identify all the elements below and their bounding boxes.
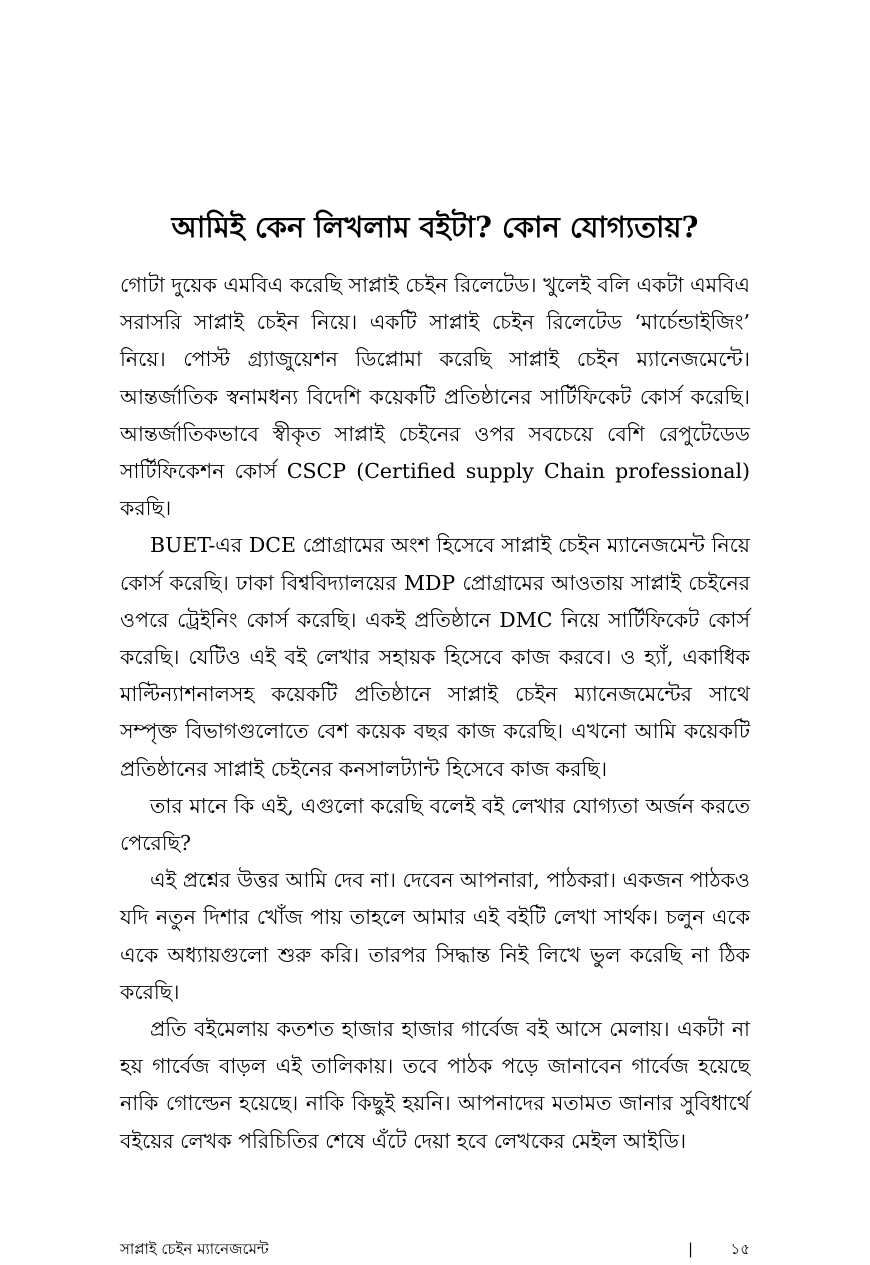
page-body [120, 267, 750, 1160]
paragraph-5: প্রতি বইমেলায় কতশত হাজার হাজার গার্বেজ বই আসে মেলায়। একটা না হয় গার্বেজ বাড়ল এই তালিকায়। তবে পাঠক পড়ে জানাবেন গার্বেজ হয়েছে নাকি গোল্ডেন হয়েছে। নাকি কিছুই হয়নি। আপনাদের মতামত জানার সুবিধার্থে বইয়ের লেখক পরিচিতির শেষে এঁটে দেয়া হবে লেখকের মেইল আইডি। [120, 1017, 750, 1153]
paragraph-2: BUET-এর DCE প্রোগ্রামের অংশ হিসেবে সাপ্লাই চেইন ম্যানেজমেন্ট নিয়ে কোর্স করেছি। ঢাকা বিশ্ববিদ্যালয়ের MDP প্রোগ্রামের আওতায় সাপ্লাই চেইনের ওপরে ট্রেইনিং কোর্স করেছি। একই প্রতিষ্ঠানে DMC নিয়ে সার্টিফিকেট কোর্স করেছি। যেটিও এই বই লেখার সহায়ক হিসেবে কাজ করবে। ও হ্যাঁ, একাধিক মাল্টিন্যাশনালসহ কয়েকটি প্রতিষ্ঠানে সাপ্লাই চেইন ম্যানেজমেন্টের সাথে সম্পৃক্ত বিভাগগুলোতে বেশ কয়েক বছর কাজ করেছি। এখনো আমি কয়েকটি প্রতিষ্ঠানের সাপ্লাই চেইনের কনসালট্যান্ট হিসেবে কাজ করছি। [120, 533, 750, 781]
paragraph-3: তার মানে কি এই, এগুলো করেছি বলেই বই লেখার যোগ্যতা অর্জন করতে পেরেছি? [120, 793, 750, 856]
chapter-title: আমিই কেন লিখলাম বইটা? কোন যোগ্যতায়? [171, 210, 699, 245]
page-number: ১৫ [730, 1240, 750, 1258]
page-footer [120, 1237, 750, 1261]
paragraph-1: গোটা দুয়েক এমবিএ করেছি সাপ্লাই চেইন রিলেটেড। খুলেই বলি একটা এমবিএ সরাসরি সাপ্লাই চেইন নিয়ে। একটি সাপ্লাই চেইন রিলেটেড ‘মার্চেন্ডাইজিং’ নিয়ে। পোস্ট গ্র্যাজুয়েশন ডিপ্লোমা করেছি সাপ্লাই চেইন ম্যানেজমেন্টে। আন্তর্জাতিক স্বনামধন্য বিদেশি কয়েকটি প্রতিষ্ঠানের সার্টিফিকেট কোর্স করেছি। আন্তর্জাতিকভাবে স্বীকৃত সাপ্লাই চেইনের ওপর সবচেয়ে বেশি রেপুটেডেড সার্টিফিকেশন কোর্স CSCP (Certified supply Chain professional) করছি। [120, 273, 750, 521]
paragraph-4: এই প্রশ্নের উত্তর আমি দেব না। দেবেন আপনারা, পাঠকরা। একজন পাঠকও যদি নতুন দিশার খোঁজ পায় তাহলে আমার এই বইটি লেখা সার্থক। চলুন একে একে অধ্যায়গুলো শুরু করি। তারপর সিদ্ধান্ত নিই লিখে ভুল করেছি না ঠিক করেছি। [120, 868, 750, 1004]
footer-separator: | [688, 1240, 694, 1258]
running-title: সাপ্লাই চেইন ম্যানেজমেন্ট [120, 1240, 269, 1258]
